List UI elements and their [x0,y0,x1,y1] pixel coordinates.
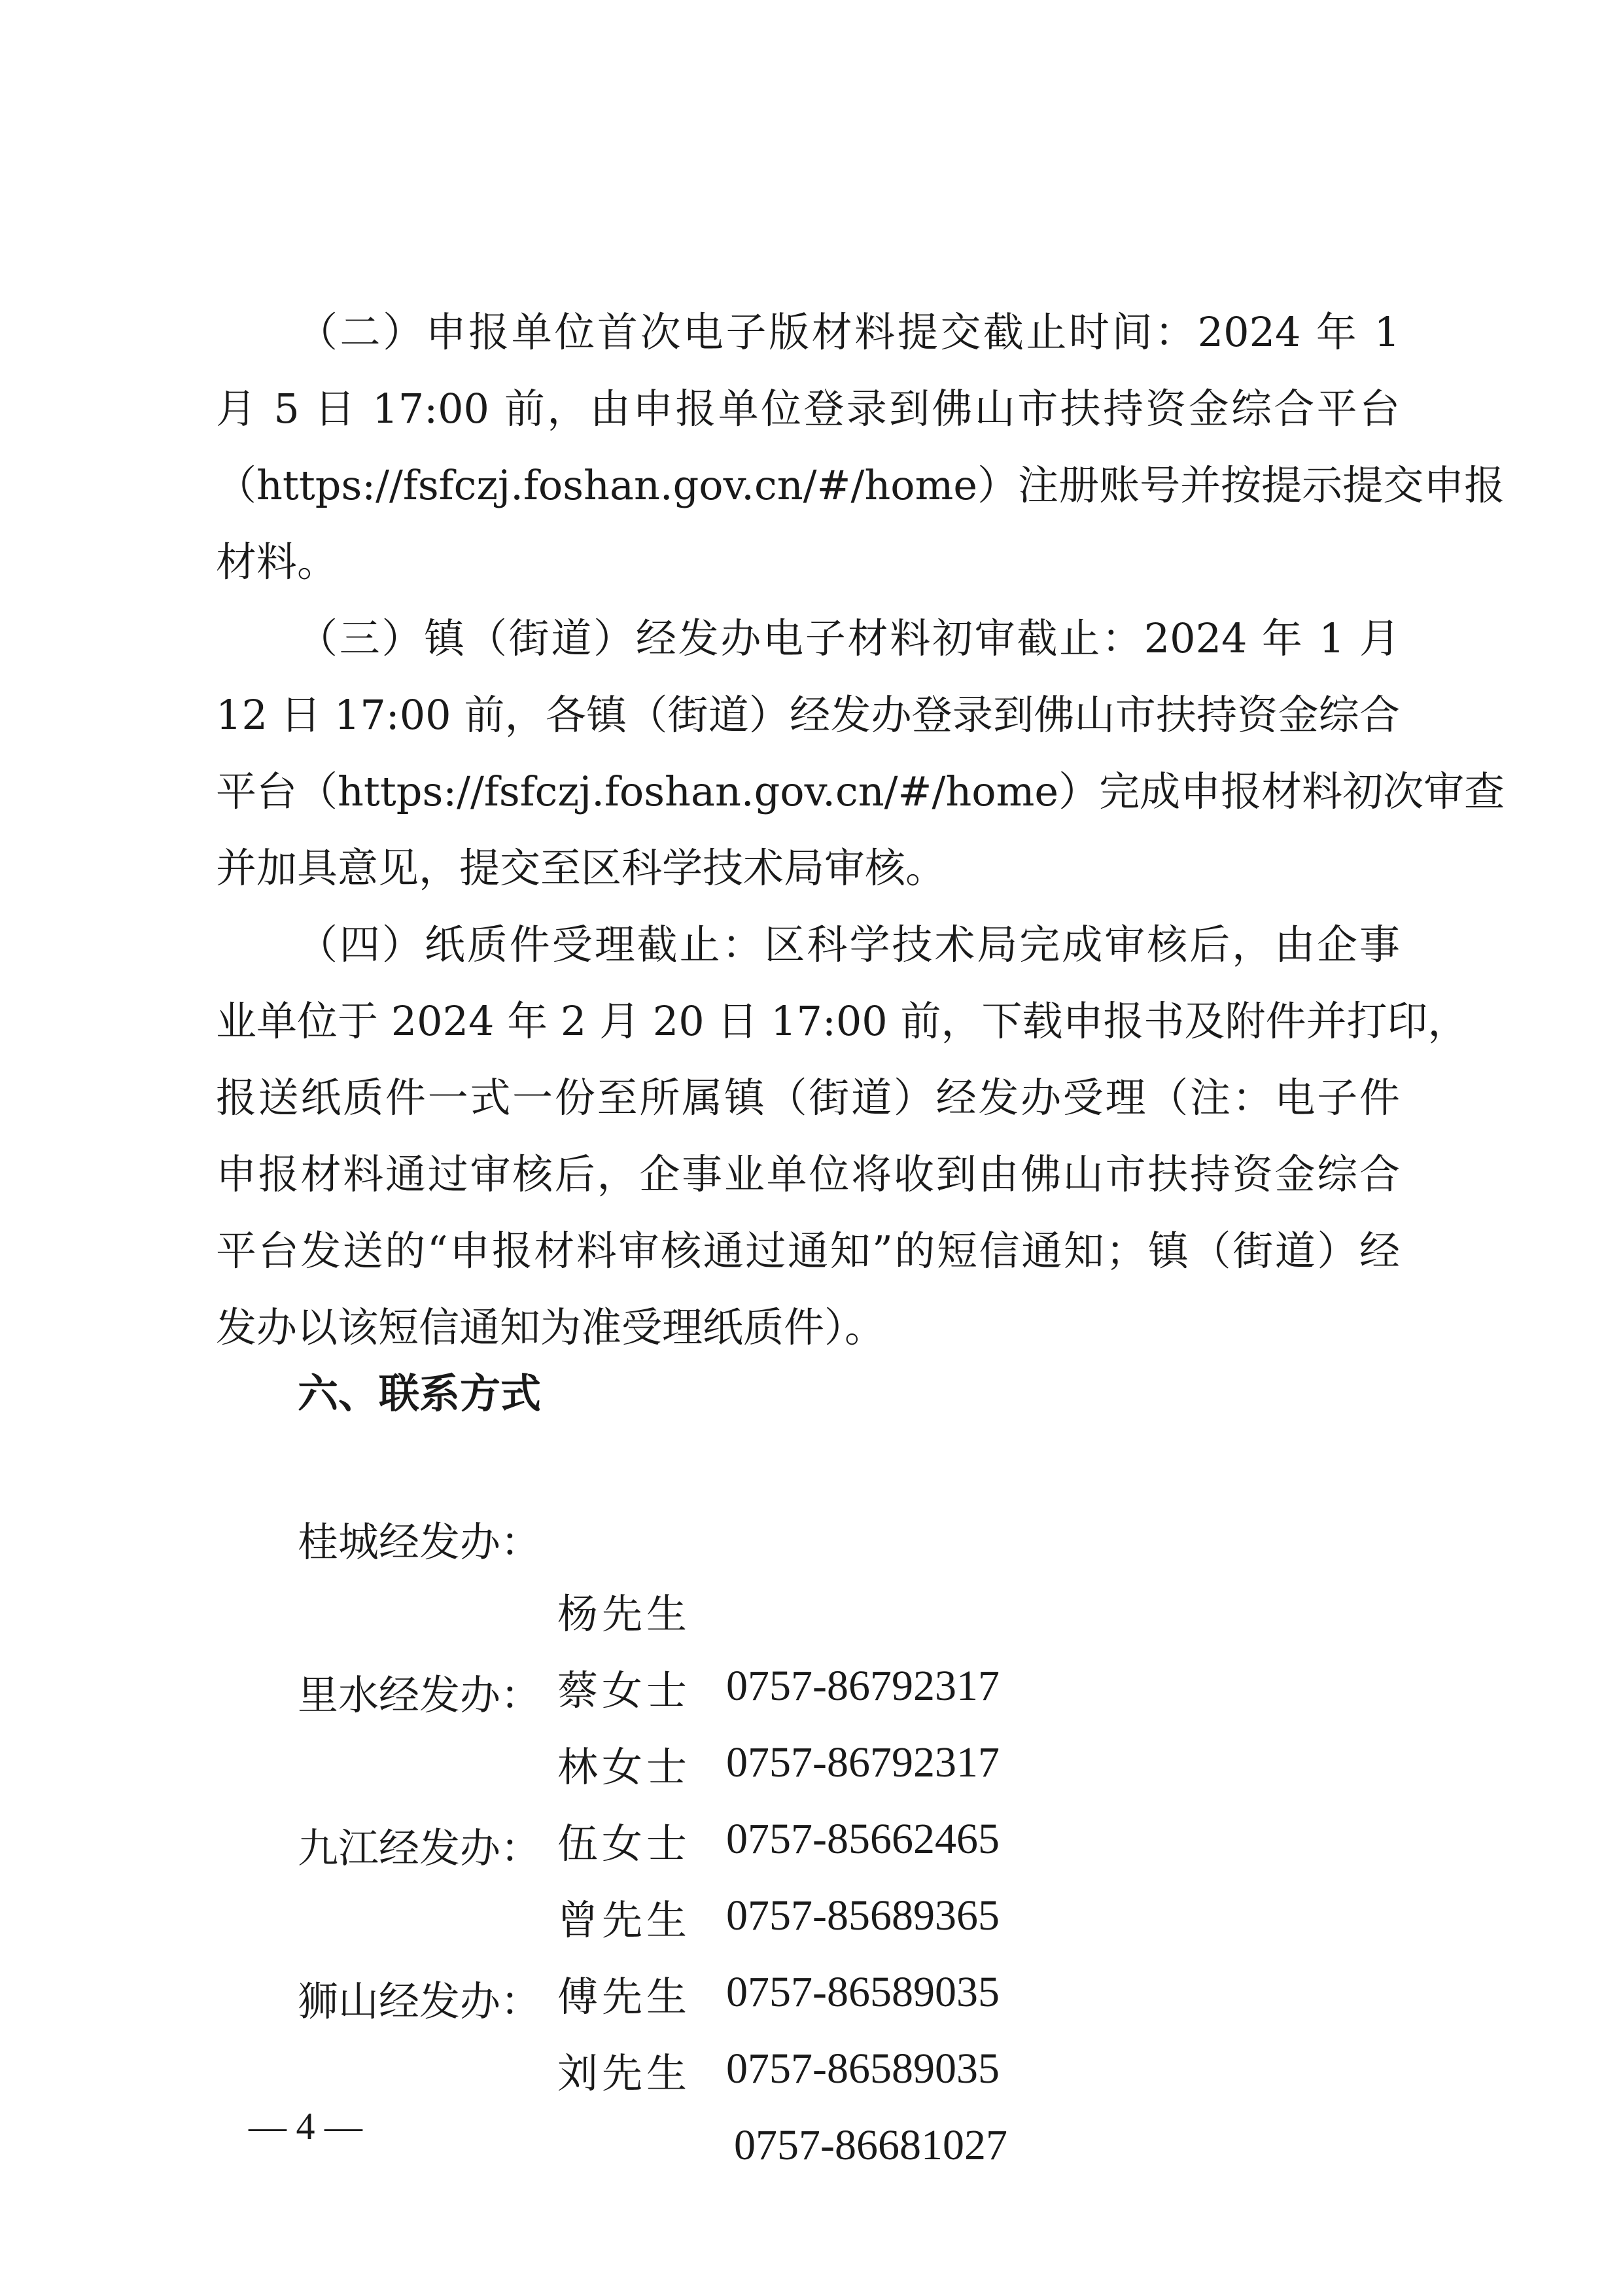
text-line: 申报材料通过审核后，企事业单位将收到由佛山市扶持资金综合 [216,1150,1400,1198]
paragraph-deadline-4 [216,909,1469,1364]
text-line: 平台发送的“申报材料审核通过通知”的短信通知；镇（街道）经 [216,1227,1400,1275]
contact-phone: 0757-86589035 [726,1968,1000,2016]
contact-phone: 0757-86589035 [726,2045,1000,2093]
contact-phone: 0757-86792317 [726,1739,1000,1786]
contact-office: 九江经发办： [298,1824,542,1872]
contact-phone: 0757-86681027 [734,2121,1007,2169]
paragraph-deadline-3 [216,603,1505,904]
text-line: （三）镇（街道）经发办电子材料初审截止：2024 年 1 月 [297,614,1400,662]
contact-phone: 0757-86792317 [726,1662,1000,1710]
contact-office: 里水经发办： [298,1671,542,1719]
contact-person: 伍女士 [557,1820,691,1867]
contact-office: 桂城经发办： [298,1518,542,1566]
text-line: （四）纸质件受理截止：区科学技术局完成审核后，由企事 [297,921,1400,968]
text-line: 业单位于 2024 年 2 月 20 日 17:00 前，下载申报书及附件并打印， [216,997,1469,1045]
text-line: 平台（https://fsfczj.foshan.gov.cn/#/home）完成申报材料初次审查 [216,768,1505,815]
contact-office: 狮山经发办： [298,1977,542,2025]
contact-person: 林女士 [557,1743,691,1791]
page-number: — 4 — [249,2105,362,2147]
text-line: 发办以该短信通知为准受理纸质件）。 [216,1303,886,1351]
text-line: 月 5 日 17:00 前，由申报单位登录到佛山市扶持资金综合平台 [216,385,1400,433]
contact-person: 杨先生 [557,1590,691,1638]
text-line: 报送纸质件一式一份至所属镇（街道）经发办受理（注：电子件 [216,1074,1400,1122]
contact-person: 蔡女士 [557,1667,691,1714]
paragraph-deadline-2 [216,296,1505,598]
contact-person: 傅先生 [557,1973,691,2021]
contact-phone: 0757-85689365 [726,1892,1000,1939]
text-line: 材料。 [216,538,338,586]
text-line: （二）申报单位首次电子版材料提交截止时间：2024 年 1 [297,308,1400,356]
text-line: 12 日 17:00 前，各镇（街道）经发办登录到佛山市扶持资金综合 [216,691,1400,739]
text-line: 并加具意见，提交至区科学技术局审核。 [216,844,947,892]
text-line: （https://fsfczj.foshan.gov.cn/#/home）注册账号并按提示提交申报 [216,461,1505,509]
contact-person: 曾先生 [557,1896,691,1944]
section-heading-contact: 六、联系方式 [298,1369,542,1417]
contact-person: 刘先生 [557,2049,691,2097]
contact-phone: 0757-85662465 [726,1815,1000,1863]
